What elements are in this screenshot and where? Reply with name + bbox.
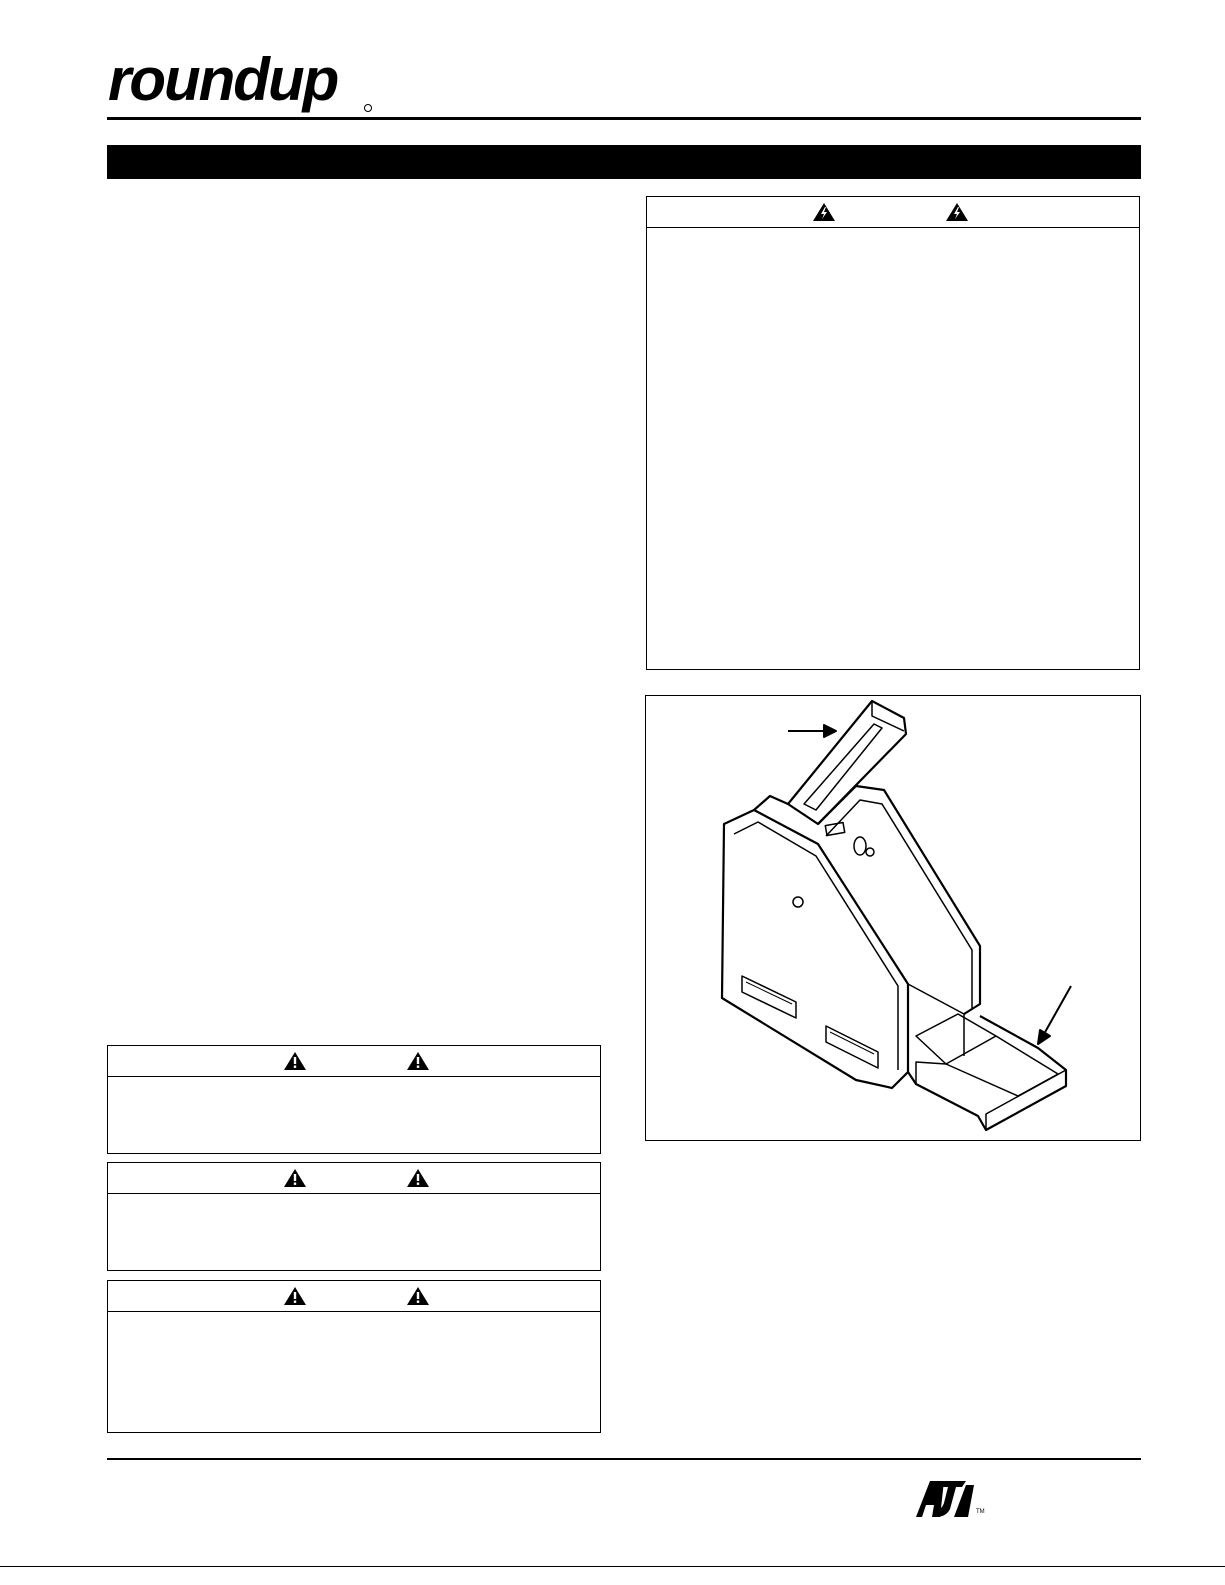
svg-text:TM: TM (976, 1509, 985, 1515)
warning-box-header (108, 1163, 600, 1194)
warning-box-header (108, 1046, 600, 1077)
warning-triangle-icon (283, 1168, 307, 1188)
warning-box-1 (107, 1045, 601, 1154)
product-illustration-frame (645, 695, 1141, 1141)
header-rule (107, 117, 1141, 120)
danger-box-header (647, 197, 1139, 228)
callout-arrow-line (1044, 986, 1071, 1034)
footer-rule (107, 1458, 1141, 1460)
warning-box-body (108, 1194, 600, 1210)
danger-box (646, 196, 1140, 670)
section-title-bar (107, 145, 1141, 179)
warning-box-header (108, 1281, 600, 1312)
callout-arrow-head (1038, 1030, 1050, 1044)
callout-arrow-head (824, 725, 836, 737)
danger-box-body (647, 228, 1139, 244)
warning-box-body (108, 1077, 600, 1093)
warning-box-3 (107, 1280, 601, 1433)
aj-company-logo (908, 1475, 988, 1520)
electric-hazard-icon (945, 202, 969, 222)
roundup-logo (106, 50, 406, 118)
warning-triangle-icon (406, 1168, 430, 1188)
warning-box-body (108, 1312, 600, 1328)
electric-hazard-icon (812, 202, 836, 222)
warning-triangle-icon (283, 1051, 307, 1071)
warning-triangle-icon (283, 1286, 307, 1306)
warning-triangle-icon (406, 1051, 430, 1071)
svg-text:roundup: roundup (108, 50, 338, 113)
warning-triangle-icon (406, 1286, 430, 1306)
toaster-illustration (646, 696, 1140, 1140)
page-bottom-rule (0, 1566, 1225, 1567)
warning-box-2 (107, 1162, 601, 1271)
